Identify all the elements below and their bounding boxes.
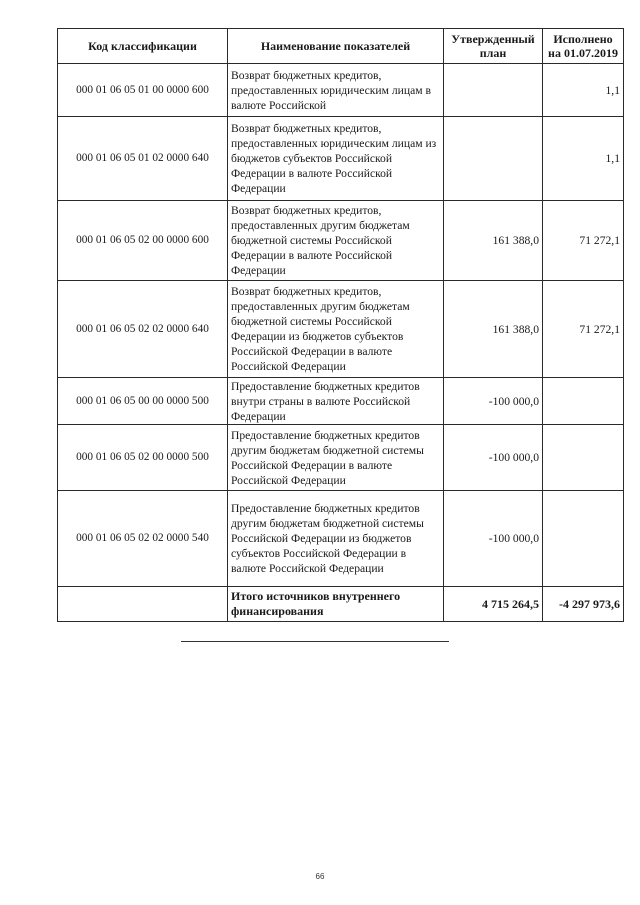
row-plan: -100 000,0: [444, 378, 543, 425]
row-name: Предоставление бюджетных кредитов другим бюджетам бюджетной системы Российской Федерации из бюджетов субъектов Российской Федерации в валюте Российской Федерации: [228, 491, 444, 587]
row-name: Возврат бюджетных кредитов, предоставленных другим бюджетам бюджетной системы Российской Федерации из бюджетов субъектов Российской Федерации в валюте Российской Федерации: [228, 281, 444, 378]
header-name: Наименование показателей: [228, 29, 444, 64]
table-row: [58, 201, 624, 281]
row-code: 000 01 06 05 02 00 0000 600: [58, 201, 228, 281]
row-plan: -100 000,0: [444, 425, 543, 491]
row-executed: [543, 425, 624, 491]
table-row: [58, 117, 624, 201]
table-row: [58, 378, 624, 425]
row-name: Предоставление бюджетных кредитов другим бюджетам бюджетной системы Российской Федерации в валюте Российской Федерации: [228, 425, 444, 491]
table-row: [58, 491, 624, 587]
row-code: 000 01 06 05 01 02 0000 640: [58, 117, 228, 201]
header-executed: Исполнено на 01.07.2019: [543, 29, 624, 64]
row-plan: [444, 64, 543, 117]
separator-line: [181, 641, 449, 642]
table-header-row: [58, 29, 624, 64]
row-executed: 1,1: [543, 117, 624, 201]
row-plan: [444, 117, 543, 201]
row-executed: 1,1: [543, 64, 624, 117]
row-name: Возврат бюджетных кредитов, предоставленных юридическим лицам из бюджетов субъектов Российской Федерации в валюте Российской Федерации: [228, 117, 444, 201]
row-plan: 161 388,0: [444, 281, 543, 378]
page-number: 66: [315, 872, 325, 881]
row-code: 000 01 06 05 02 00 0000 500: [58, 425, 228, 491]
row-code: 000 01 06 05 02 02 0000 640: [58, 281, 228, 378]
table-row: [58, 64, 624, 117]
row-executed: 71 272,1: [543, 281, 624, 378]
total-executed: -4 297 973,6: [543, 587, 624, 622]
total-name: Итого источников внутреннего финансирования: [228, 587, 444, 622]
header-plan: Утвержденный план: [444, 29, 543, 64]
table-row: [58, 281, 624, 378]
row-executed: [543, 378, 624, 425]
row-plan: -100 000,0: [444, 491, 543, 587]
row-code: 000 01 06 05 00 00 0000 500: [58, 378, 228, 425]
financing-sources-table: [57, 28, 624, 622]
row-executed: [543, 491, 624, 587]
header-code: Код классификации: [58, 29, 228, 64]
total-row: [58, 587, 624, 622]
row-name: Возврат бюджетных кредитов, предоставленных юридическим лицам в валюте Российской: [228, 64, 444, 117]
row-name: Предоставление бюджетных кредитов внутри страны в валюте Российской Федерации: [228, 378, 444, 425]
total-plan: 4 715 264,5: [444, 587, 543, 622]
row-code: 000 01 06 05 01 00 0000 600: [58, 64, 228, 117]
row-plan: 161 388,0: [444, 201, 543, 281]
row-executed: 71 272,1: [543, 201, 624, 281]
row-name: Возврат бюджетных кредитов, предоставленных другим бюджетам бюджетной системы Российской Федерации в валюте Российской Федерации: [228, 201, 444, 281]
row-code: 000 01 06 05 02 02 0000 540: [58, 491, 228, 587]
table-row: [58, 425, 624, 491]
total-code: [58, 587, 228, 622]
